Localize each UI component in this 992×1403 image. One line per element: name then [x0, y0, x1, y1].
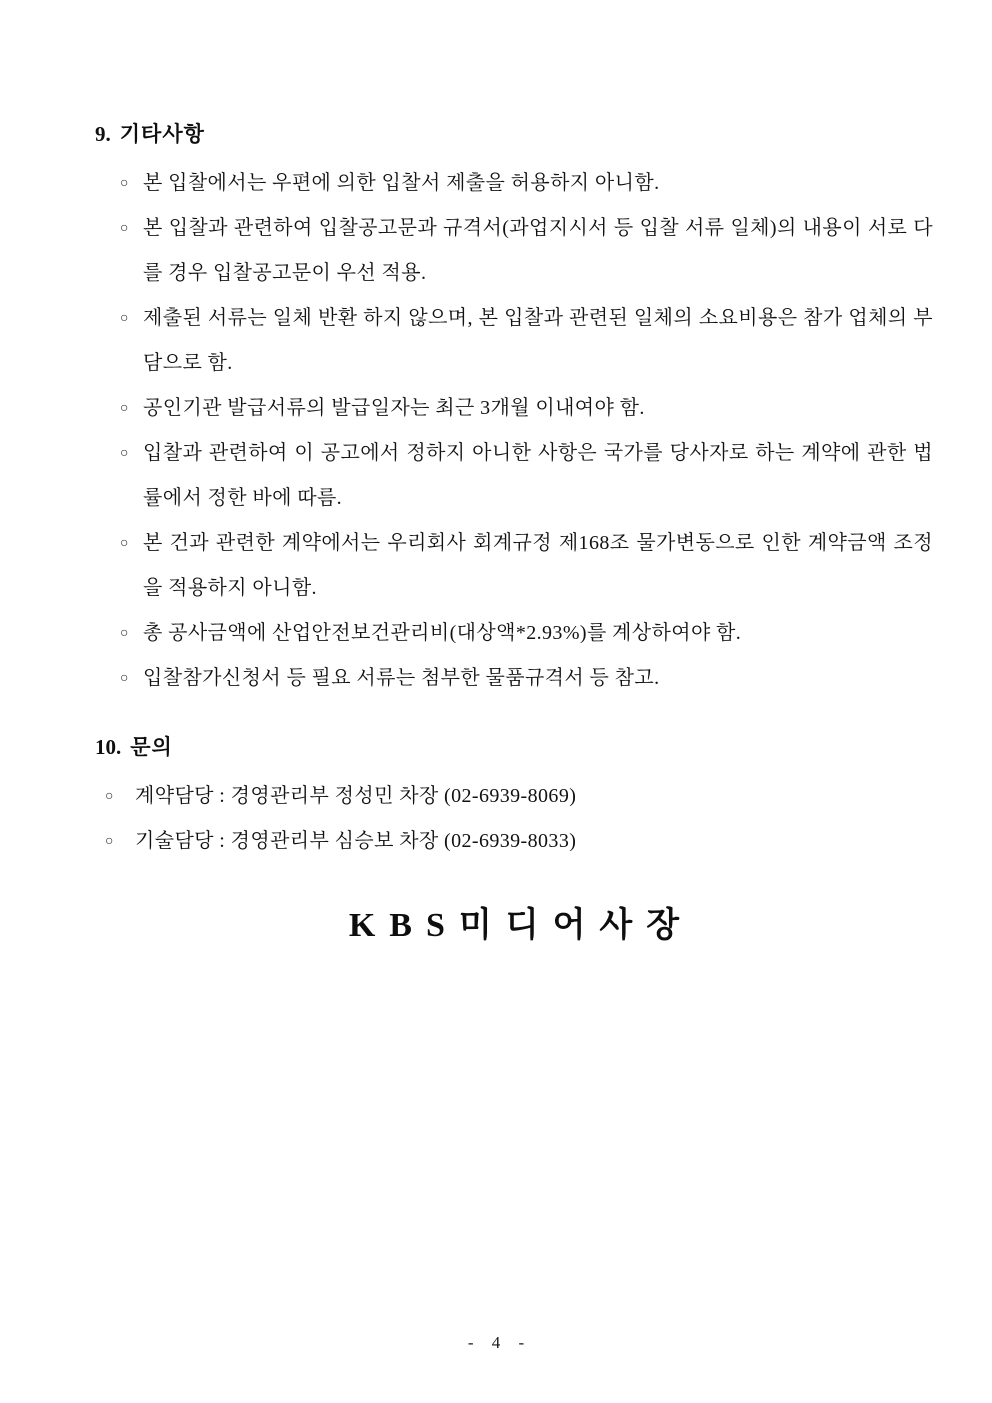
circle-bullet-icon: ○	[105, 834, 114, 849]
signature-line: KBS미디어사장	[348, 907, 694, 944]
section-number: 10.	[95, 735, 122, 759]
circle-bullet-icon: ○	[120, 311, 129, 326]
inquiries-list	[95, 774, 933, 864]
list-item	[95, 296, 933, 386]
other-matters-list	[95, 161, 933, 701]
section-title: 기타사항	[119, 123, 205, 146]
section-other-matters	[95, 118, 933, 701]
list-item	[95, 656, 933, 701]
section-inquiries	[95, 731, 933, 864]
circle-bullet-icon: ○	[120, 176, 129, 191]
list-item	[95, 521, 933, 611]
list-item	[95, 431, 933, 521]
section-heading-other-matters	[95, 118, 933, 151]
contact-text: 기술담당 : 경영관리부 심승보 차장 (02-6939-8033)	[135, 830, 577, 852]
page-number: - 4 -	[467, 1333, 532, 1352]
list-item-text: 공인기관 발급서류의 발급일자는 최근 3개월 이내여야 함.	[143, 397, 645, 419]
list-item	[95, 611, 933, 656]
list-item-text: 입찰과 관련하여 이 공고에서 정하지 아니한 사항은 국가를 당사자로 하는 계약에 관한 법률에서 정한 바에 따름.	[143, 442, 933, 509]
list-item-text: 총 공사금액에 산업안전보건관리비(대상액*2.93%)를 계상하여야 함.	[143, 622, 742, 644]
list-item-text: 입찰참가신청서 등 필요 서류는 첨부한 물품규격서 등 참고.	[143, 667, 660, 689]
list-item-text: 본 입찰에서는 우편에 의한 입찰서 제출을 허용하지 아니함.	[143, 172, 660, 194]
circle-bullet-icon: ○	[120, 446, 129, 461]
section-number: 9.	[95, 122, 111, 146]
list-item-contract-contact	[95, 774, 933, 819]
circle-bullet-icon: ○	[120, 671, 129, 686]
contact-text: 계약담당 : 경영관리부 정성민 차장 (02-6939-8069)	[135, 785, 577, 807]
circle-bullet-icon: ○	[120, 626, 129, 641]
circle-bullet-icon: ○	[120, 536, 129, 551]
list-item-text: 제출된 서류는 일체 반환 하지 않으며, 본 입찰과 관련된 일체의 소요비용은 참가 업체의 부담으로 함.	[143, 307, 933, 374]
list-item-technical-contact	[95, 819, 933, 864]
circle-bullet-icon: ○	[120, 401, 129, 416]
list-item	[95, 161, 933, 206]
list-item	[95, 386, 933, 431]
list-item	[95, 206, 933, 296]
circle-bullet-icon: ○	[120, 221, 129, 236]
section-title: 문의	[130, 736, 173, 759]
list-item-text: 본 입찰과 관련하여 입찰공고문과 규격서(과업지시서 등 입찰 서류 일체)의 내용이 서로 다를 경우 입찰공고문이 우선 적용.	[143, 217, 933, 284]
circle-bullet-icon: ○	[105, 789, 114, 804]
list-item-text: 본 건과 관련한 계약에서는 우리회사 회계규정 제168조 물가변동으로 인한 계약금액 조정을 적용하지 아니함.	[143, 532, 933, 599]
section-heading-inquiries	[95, 731, 933, 764]
